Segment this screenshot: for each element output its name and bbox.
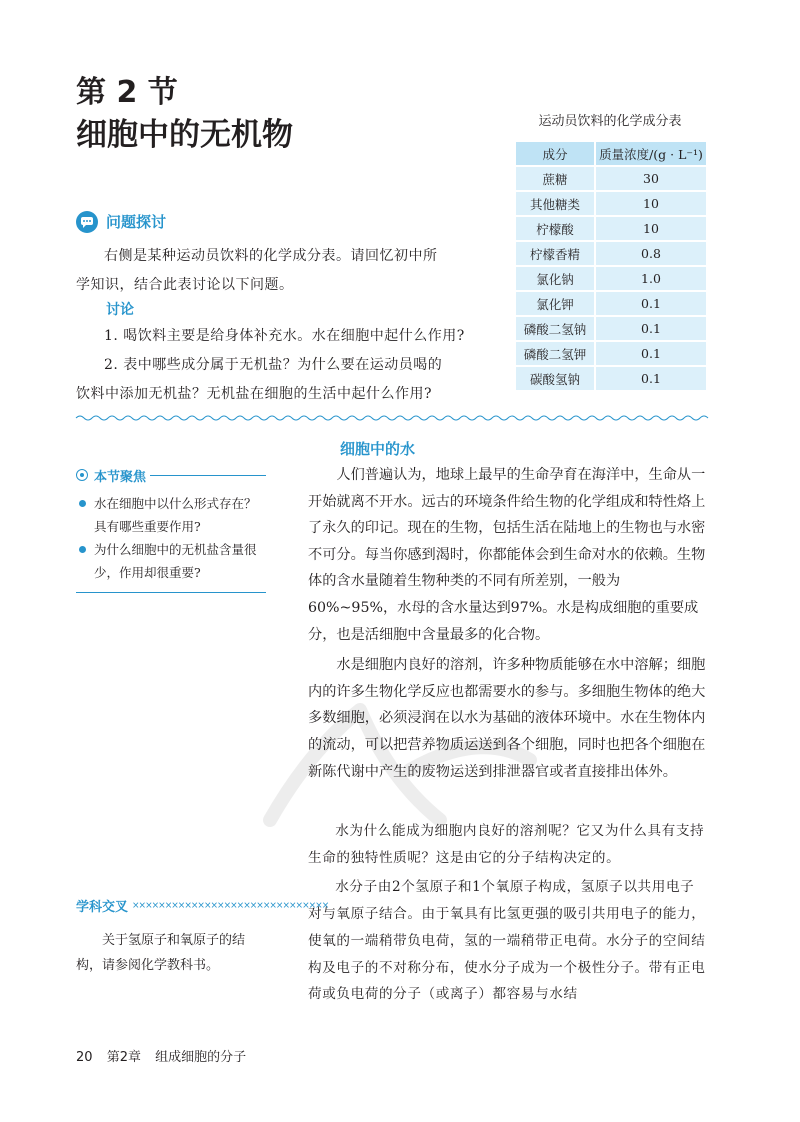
page-footer (76, 1046, 256, 1065)
wonder-line: 学知识，结合此表讨论以下问题。 (76, 277, 294, 293)
composition-table (514, 140, 708, 392)
paragraph: 水是细胞内良好的溶剂，许多种物质能够在水中溶解；细胞内的许多生物化学反应也都需要水的参与。多细胞生物体的绝大多数细胞，必须浸润在以水为基础的液体环境中。水在生物体内的流动，可以把营养物质运送到各个细胞，同时也把各个细胞在新陈代谢中产生的废物运送到排泄器官或者直接排出体外。 (308, 657, 706, 780)
table-cell: 10 (595, 191, 707, 216)
paragraph: 人们普遍认为，地球上最早的生命孕育在海洋中，生命从一开始就离不开水。远古的环境条件给生物的化学组成和特性烙上了永久的印记。现在的生物，包括生活在陆地上的生物也与水密不可分。每当你感到渴时，你都能体会到生命对水的依赖。生物体的含水量随着生物种类的不同有所差别，一般为60%~95%，水母的含水量达到97%。水是构成细胞的重要成分，也是活细胞中含量最多的化合物。 (308, 467, 706, 643)
table-cell: 1.0 (595, 266, 707, 291)
section-number: 第 2 节 (76, 75, 178, 110)
table-cell: 柠檬酸 (515, 216, 595, 241)
table-row (515, 216, 707, 241)
table-row (515, 166, 707, 191)
table-row (515, 291, 707, 316)
cross-text: 关于氢原子和氧原子的结构，请参阅化学教科书。 (76, 933, 246, 973)
table-cell: 磷酸二氢钾 (515, 341, 595, 366)
table-row (515, 316, 707, 341)
table-row (515, 366, 707, 391)
cross-title: 学科交叉 (76, 900, 129, 915)
table-cell: 磷酸二氢钠 (515, 316, 595, 341)
chapter-title: 组成细胞的分子 (155, 1050, 247, 1065)
table-cell: 氯化钠 (515, 266, 595, 291)
focus-title: 本节聚焦 (94, 469, 147, 485)
chat-bubble-icon (76, 211, 98, 233)
chapter-number: 第2章 (106, 1050, 141, 1065)
paragraph: 水分子由2个氢原子和1个氧原子构成，氢原子以共用电子对与氧原子结合。由于氧具有比氢更强的吸引共用电子的能力，使氧的一端稍带负电荷，氢的一端稍带正电荷。水分子的空间结构及电子的不对称分布，使水分子成为一个极性分子。带有正电荷或负电荷的分子（或离子）都容易与水结 (308, 879, 706, 1003)
discussion-label: 讨论 (106, 302, 134, 318)
table-row (515, 341, 707, 366)
focus-box (76, 464, 266, 593)
table-row (515, 266, 707, 291)
focus-item: 水在细胞中以什么形式存在？具有哪些重要作用? (76, 492, 266, 538)
table-row (515, 241, 707, 266)
cross-header (76, 896, 329, 915)
table-cell: 0.8 (595, 241, 707, 266)
water-heading: 细胞中的水 (340, 440, 416, 458)
paragraph: 水为什么能成为细胞内良好的溶剂呢？它又为什么具有支持生命的独特性质呢？这是由它的分子结构决定的。 (308, 823, 705, 866)
question-2-line: 饮料中添加无机盐？无机盐在细胞的生活中起什么作用? (76, 386, 433, 402)
table-cell: 蔗糖 (515, 166, 595, 191)
wonder-line: 右侧是某种运动员饮料的化学成分表。请回忆初中所 (104, 248, 438, 264)
table-cell: 30 (595, 166, 707, 191)
wave-divider (76, 412, 708, 424)
section-title: 细胞中的无机物 (76, 117, 293, 153)
table-header-row (515, 141, 707, 166)
divider (150, 475, 266, 476)
table-cell: 10 (595, 216, 707, 241)
table-cell: 0.1 (595, 366, 707, 391)
table-cell: 柠檬香精 (515, 241, 595, 266)
wonder-label: 问题探讨 (106, 213, 167, 231)
table-cell: 碳酸氢钠 (515, 366, 595, 391)
cross-pattern: ×××××××××××××××××××××××××××××× (132, 900, 329, 911)
target-icon (76, 469, 88, 481)
focus-item: 为什么细胞中的无机盐含量很少，作用却很重要? (76, 538, 266, 584)
table-cell: 其他糖类 (515, 191, 595, 216)
question-2-line: 2. 表中哪些成分属于无机盐？为什么要在运动员喝的 (104, 357, 443, 373)
table-cell: 0.1 (595, 291, 707, 316)
body-text-secondary (308, 818, 708, 1011)
table-header: 质量浓度/(g · L⁻¹) (595, 141, 707, 166)
question-1: 1. 喝饮料主要是给身体补充水。水在细胞中起什么作用? (104, 328, 465, 344)
page-number: 20 (76, 1050, 93, 1065)
divider (76, 592, 266, 593)
table-header: 成分 (515, 141, 595, 166)
table-caption: 运动员饮料的化学成分表 (538, 114, 682, 129)
table-row (515, 191, 707, 216)
table-cell: 氯化钾 (515, 291, 595, 316)
table-cell: 0.1 (595, 341, 707, 366)
table-cell: 0.1 (595, 316, 707, 341)
watermark-logo (250, 690, 550, 840)
